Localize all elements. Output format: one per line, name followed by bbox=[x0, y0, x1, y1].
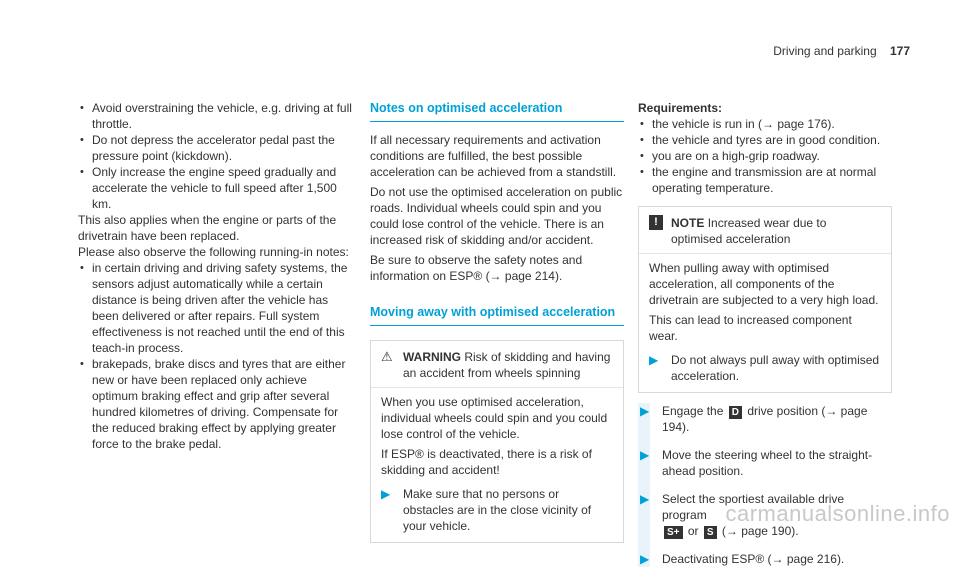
warning-header bbox=[371, 341, 623, 388]
header-section: Driving and parking bbox=[773, 44, 877, 58]
step-text: Select the sportiest available drive program bbox=[662, 492, 845, 522]
paragraph: If ESP® is deactivated, there is a risk of skidding and accident! bbox=[381, 447, 592, 477]
step-arrow-icon: ▶ bbox=[649, 353, 659, 367]
note-box bbox=[638, 206, 892, 393]
warning-body bbox=[371, 388, 623, 542]
note-step bbox=[649, 352, 881, 384]
step-arrow-icon: ▶ bbox=[640, 448, 650, 462]
warning-box bbox=[370, 340, 624, 543]
paragraph: Please also observe the following running-in notes: bbox=[78, 245, 349, 259]
sport-plus-key: S+ bbox=[664, 526, 683, 539]
column-1 bbox=[78, 100, 352, 452]
paragraph: This can lead to increased component wear. bbox=[649, 313, 852, 343]
action-step bbox=[638, 551, 892, 567]
list-item: • the engine and transmission are at normal operating temperature. bbox=[638, 164, 892, 196]
paragraph: Be sure to observe the safety notes and information on ESP® (→ page 214). bbox=[370, 253, 583, 283]
action-steps bbox=[638, 403, 892, 567]
watermark: carmanualsonline.info bbox=[725, 501, 950, 526]
list-item: • you are on a high-grip roadway. bbox=[638, 148, 892, 164]
list-item: • Avoid overstraining the vehicle, e.g. driving at full throttle. bbox=[78, 100, 352, 132]
warning-text: Risk of skidding and having an accident from wheels spinning bbox=[403, 350, 611, 380]
section-title: Notes on optimised acceleration bbox=[370, 100, 624, 122]
step-text: Do not always pull away with optimised acceleration. bbox=[671, 353, 880, 383]
paragraph: This also applies when the engine or parts of the drivetrain have been replaced. bbox=[78, 213, 337, 243]
warning-step bbox=[381, 486, 613, 534]
page-number: 177 bbox=[889, 44, 910, 58]
step-text: Move the steering wheel to the straight-ahead position. bbox=[662, 448, 873, 478]
list-item: • brakepads, brake discs and tyres that are either new or have been replaced only achieve optimum braking effect and grip after several hundred kilometres of driving. Compensate for the reduced braking effect by applying greater force to the brake pedal. bbox=[78, 356, 352, 452]
running-in-notes-list bbox=[78, 260, 352, 452]
column-2 bbox=[370, 100, 624, 543]
step-text: Engage the bbox=[662, 404, 724, 418]
step-text: Deactivating ESP® (→ page 216). bbox=[662, 552, 845, 566]
sport-key: S bbox=[704, 526, 717, 539]
step-arrow-icon: ▶ bbox=[640, 552, 650, 566]
section-title: Moving away with optimised acceleration bbox=[370, 304, 624, 326]
drive-position-key: D bbox=[729, 406, 742, 419]
step-text: Make sure that no persons or obstacles are in the close vicinity of your vehicle. bbox=[403, 487, 592, 533]
warning-icon: ⚠ bbox=[381, 349, 393, 364]
list-item: • the vehicle is run in (→ page 176). bbox=[638, 116, 892, 132]
list-item: • in certain driving and driving safety systems, the sensors adjust automatically while a certain distance is being driven after the vehicle has been delivered or after repairs. Full system effectiveness is not reached until the end of this teach-in process. bbox=[78, 260, 352, 356]
list-item: • Only increase the engine speed gradually and accelerate the vehicle to full speed after 1,500 km. bbox=[78, 164, 352, 212]
action-step bbox=[638, 447, 892, 479]
note-body bbox=[639, 254, 891, 392]
step-text: or bbox=[687, 524, 699, 538]
paragraph: Do not use the optimised acceleration on public roads. Individual wheels could spin and you could lose control of the vehicle. There is an increased risk of skidding and/or accident. bbox=[370, 185, 623, 247]
paragraph: If all necessary requirements and activation conditions are fulfilled, the best possible acceleration can be achieved from a standstill. bbox=[370, 133, 617, 179]
list-item: • Do not depress the accelerator pedal past the pressure point (kickdown). bbox=[78, 132, 352, 164]
page-header bbox=[773, 44, 910, 58]
step-text: (→ page 190). bbox=[721, 524, 799, 538]
paragraph: When you use optimised acceleration, individual wheels could spin and you could lose control of the vehicle. bbox=[381, 395, 608, 441]
warning-label: WARNING bbox=[403, 350, 461, 364]
action-step bbox=[638, 403, 892, 435]
note-icon: ! bbox=[649, 215, 663, 230]
list-item: • the vehicle and tyres are in good condition. bbox=[638, 132, 892, 148]
note-header bbox=[639, 207, 891, 254]
step-arrow-icon: ▶ bbox=[640, 404, 650, 418]
requirements-title: Requirements: bbox=[638, 101, 723, 115]
note-text: Increased wear due to optimised acceleration bbox=[671, 216, 827, 246]
requirements-list bbox=[638, 116, 892, 196]
step-arrow-icon: ▶ bbox=[640, 492, 650, 506]
note-label: NOTE bbox=[671, 216, 705, 230]
running-in-list bbox=[78, 100, 352, 212]
paragraph: When pulling away with optimised acceleration, all components of the drivetrain are subjected to a very high load. bbox=[649, 261, 879, 307]
step-arrow-icon: ▶ bbox=[381, 487, 391, 501]
step-text: drive position (→ page 194). bbox=[662, 404, 868, 434]
